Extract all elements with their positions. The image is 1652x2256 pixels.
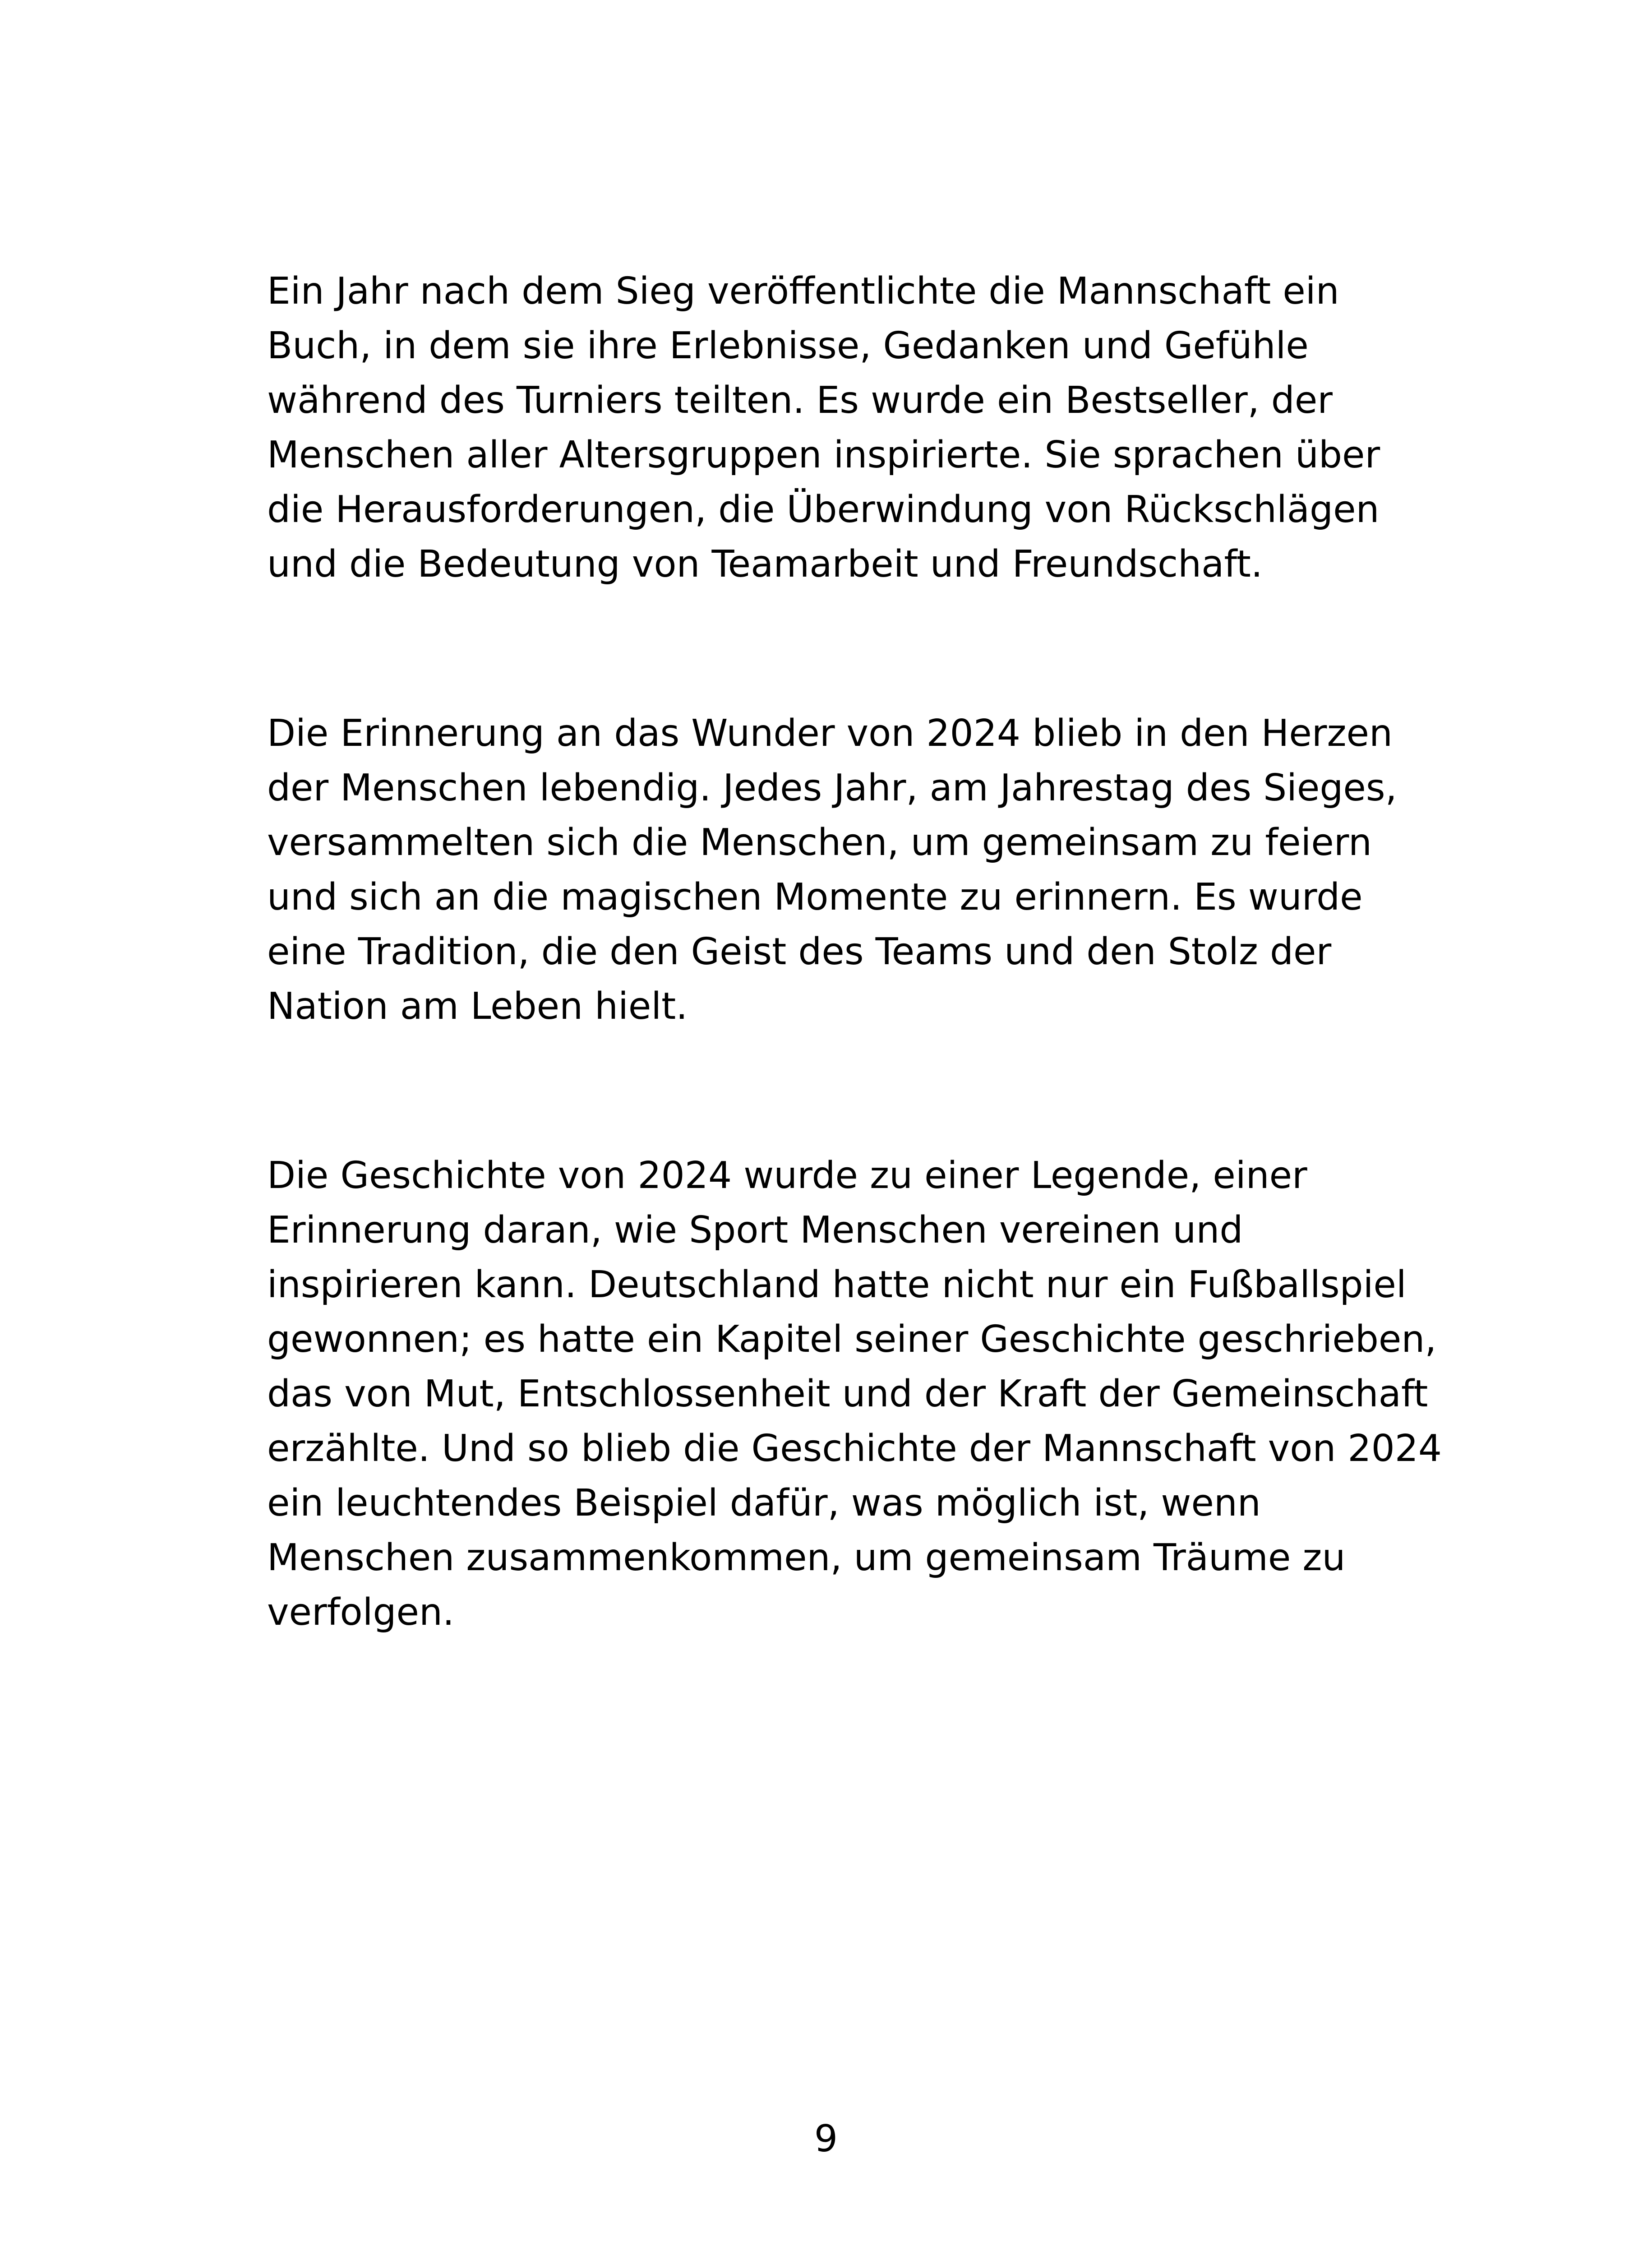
paragraph-book-bestseller (267, 264, 1422, 592)
paragraph-line: Die Erinnerung an das Wunder von 2024 blieb in den Herzen (267, 712, 1393, 755)
paragraph-line: Buch, in dem sie ihre Erlebnisse, Gedanken und Gefühle (267, 324, 1309, 367)
page-number: 9 (814, 2117, 838, 2160)
paragraph-line: verfolgen. (267, 1591, 455, 1634)
paragraph-line: der Menschen lebendig. Jedes Jahr, am Jahrestag des Sieges, (267, 767, 1397, 809)
paragraph-memory-tradition (267, 706, 1422, 1034)
paragraph-line: und sich an die magischen Momente zu erinnern. Es wurde (267, 876, 1363, 919)
paragraph-line: gewonnen; es hatte ein Kapitel seiner Geschichte geschrieben, (267, 1318, 1437, 1361)
paragraph-line: Ein Jahr nach dem Sieg veröffentlichte die Mannschaft ein (267, 270, 1339, 313)
paragraph-line: Nation am Leben hielt. (267, 985, 688, 1028)
paragraph-line: Erinnerung daran, wie Sport Menschen vereinen und (267, 1209, 1243, 1252)
paragraph-line: Menschen aller Altersgruppen inspirierte. Sie sprachen über (267, 434, 1380, 476)
paragraph-line: Menschen zusammenkommen, um gemeinsam Träume zu (267, 1536, 1346, 1579)
paragraph-line: die Herausforderungen, die Überwindung von Rückschlägen (267, 488, 1380, 531)
paragraph-legend (267, 1148, 1442, 1640)
paragraph-line: ein leuchtendes Beispiel dafür, was möglich ist, wenn (267, 1482, 1261, 1525)
paragraph-line: erzählte. Und so blieb die Geschichte der Mannschaft von 2024 (267, 1427, 1442, 1470)
paragraph-line: und die Bedeutung von Teamarbeit und Freundschaft. (267, 543, 1263, 586)
paragraph-line: Die Geschichte von 2024 wurde zu einer Legende, einer (267, 1154, 1307, 1197)
paragraph-line: versammelten sich die Menschen, um gemeinsam zu feiern (267, 821, 1372, 864)
paragraph-line: inspirieren kann. Deutschland hatte nicht nur ein Fußballspiel (267, 1263, 1407, 1306)
paragraph-line: eine Tradition, die den Geist des Teams und den Stolz der (267, 930, 1332, 973)
paragraph-line: während des Turniers teilten. Es wurde ein Bestseller, der (267, 379, 1333, 422)
paragraph-line: das von Mut, Entschlossenheit und der Kraft der Gemeinschaft (267, 1373, 1428, 1415)
